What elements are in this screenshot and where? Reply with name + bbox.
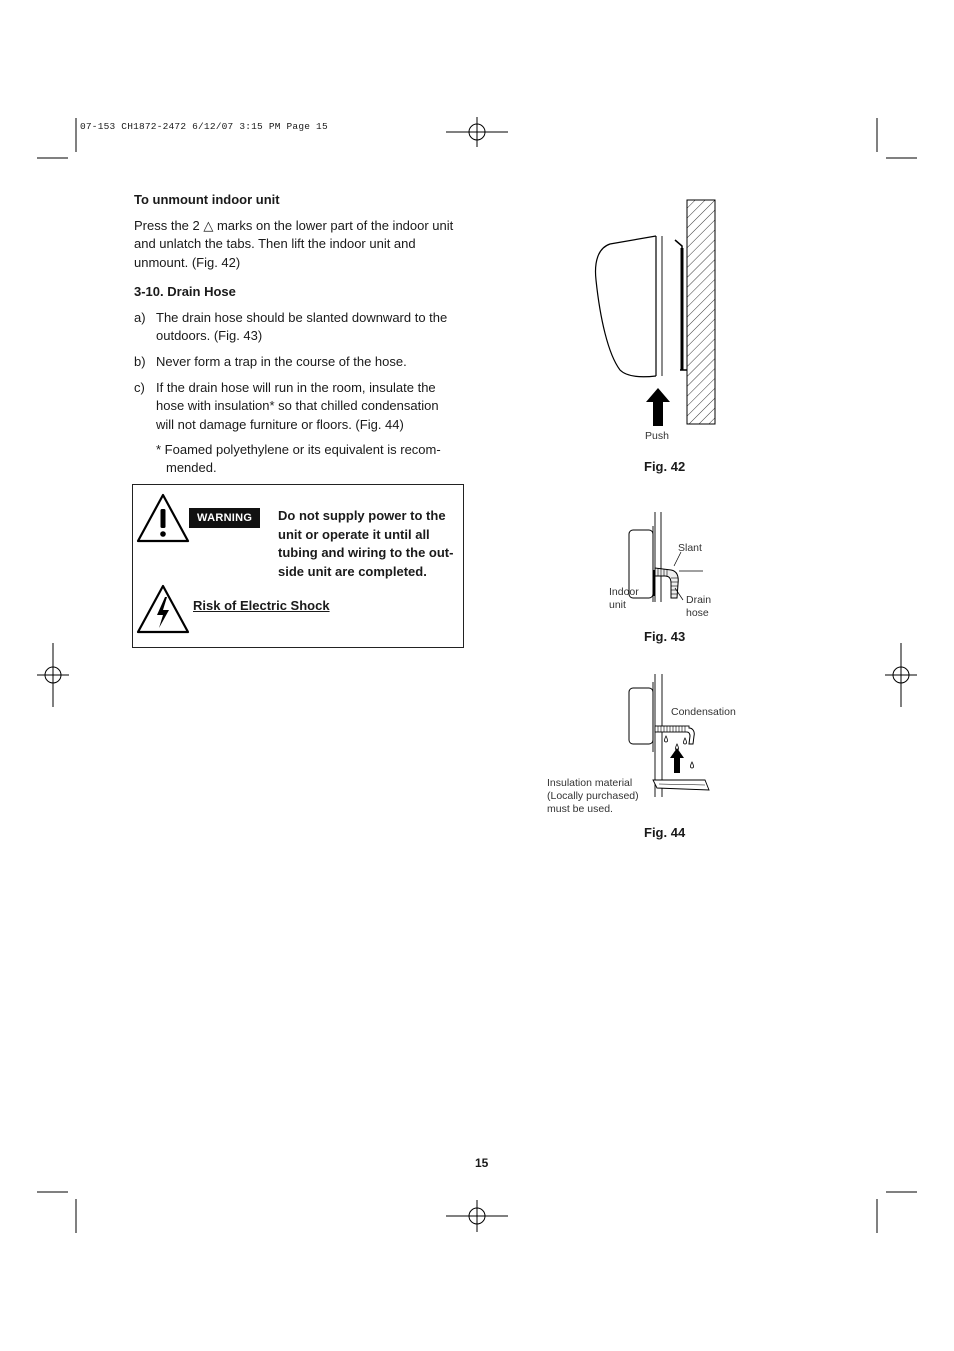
list-marker: b): [134, 354, 146, 369]
list-item-line: The drain hose should be slanted downward to the: [156, 310, 448, 325]
drain-item-a: [134, 309, 474, 346]
label-line: Insulation material: [547, 777, 633, 789]
label-line: Drain: [686, 594, 712, 606]
footnote-line: * Foamed polyethylene or its equivalent is recom-: [156, 442, 441, 457]
warning-text: [278, 507, 460, 581]
drain-hose-heading: 3-10. Drain Hose: [134, 284, 236, 299]
list-marker: a): [134, 310, 146, 325]
warning-line: Do not supply power to the: [278, 508, 446, 523]
electric-shock-icon: [136, 584, 190, 634]
footnote-line: mended.: [166, 460, 217, 476]
warning-tag: WARNING: [189, 508, 260, 528]
unmount-line: unmount. (Fig. 42): [134, 254, 241, 270]
unmount-line: and unlatch the tabs. Then lift the indoor unit and: [134, 236, 416, 252]
list-item-line: will not damage furniture or floors. (Fig. 44): [156, 416, 404, 432]
fig42-drawing: [590, 196, 730, 436]
print-slug: 07-153 CH1872-2472 6/12/07 3:15 PM Page 15: [80, 121, 328, 132]
footnote: [156, 441, 476, 478]
fig42-push-label: Push: [645, 430, 669, 442]
label-line: (Locally purchased): [547, 790, 639, 802]
list-marker: c): [134, 380, 145, 395]
fig43-drain-hose-label: [686, 594, 711, 620]
label-line: must be used.: [547, 803, 613, 815]
fig44-caption: Fig. 44: [644, 825, 686, 840]
warning-line: side unit are completed.: [278, 563, 427, 579]
label-line: Indoor: [609, 586, 639, 598]
fig44-insulation-label: [547, 777, 639, 816]
electric-shock-label: Risk of Electric Shock: [193, 598, 330, 613]
list-item-line: Never form a trap in the course of the hose.: [156, 354, 407, 369]
list-item-line: outdoors. (Fig. 43): [156, 328, 263, 344]
drain-item-b: [134, 353, 474, 371]
page-number: 15: [475, 1156, 489, 1170]
fig44-drawing: [625, 672, 725, 797]
label-line: hose: [686, 607, 709, 619]
fig43-caption: Fig. 43: [644, 629, 686, 644]
unmount-paragraph: [134, 217, 474, 272]
warning-line: tubing and wiring to the out-: [278, 545, 454, 560]
unmount-line: Press the 2 △ marks on the lower part of the indoor unit: [134, 218, 454, 233]
warning-exclamation-icon: [136, 493, 190, 543]
fig42-caption: Fig. 42: [644, 459, 686, 474]
list-item-line: If the drain hose will run in the room, insulate the: [156, 380, 436, 395]
warning-line: unit or operate it until all: [278, 526, 430, 542]
unmount-heading: To unmount indoor unit: [134, 192, 280, 207]
drain-item-c: [134, 379, 474, 434]
label-line: unit: [609, 599, 626, 611]
list-item-line: hose with insulation* so that chilled condensation: [156, 398, 439, 414]
fig43-indoor-unit-label: [609, 586, 639, 612]
fig44-condensation-label: Condensation: [671, 706, 736, 718]
fig43-slant-label: Slant: [678, 542, 702, 554]
